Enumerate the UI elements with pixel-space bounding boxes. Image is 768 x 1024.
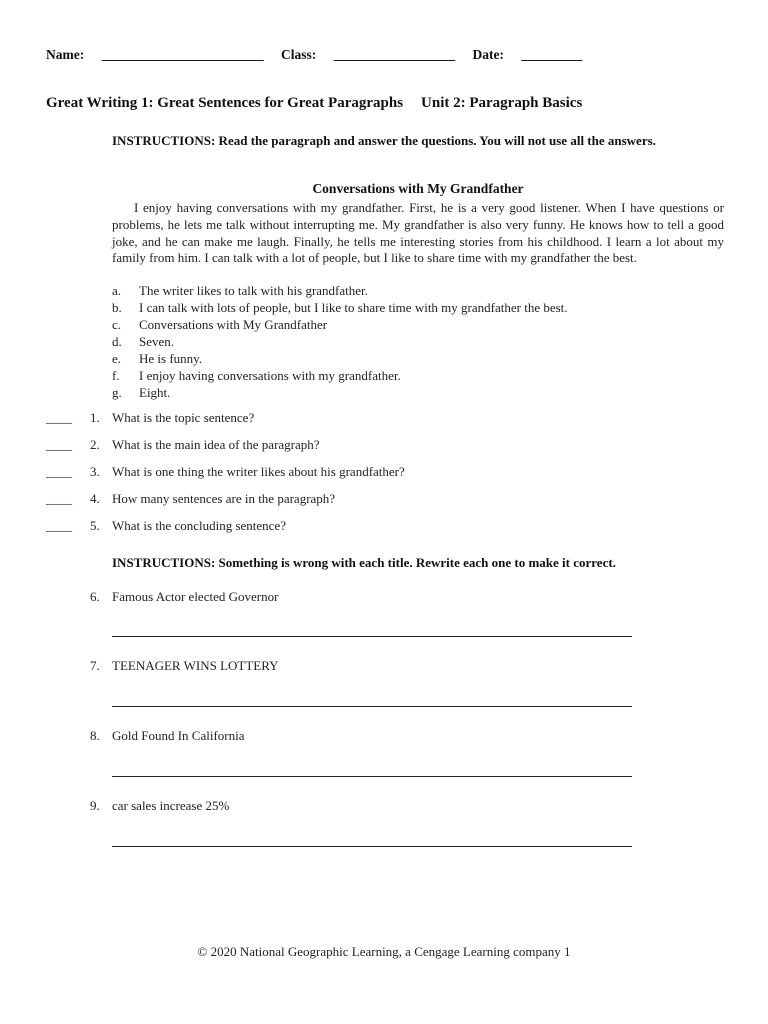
question-row: ____ 4. How many sentences are in the paragraph? xyxy=(46,491,336,506)
answer-option: d. Seven. xyxy=(112,334,175,349)
answer-option: a. The writer likes to talk with his grandfather. xyxy=(112,283,368,298)
title-item: 7. TEENAGER WINS LOTTERY xyxy=(90,658,279,673)
paragraph-text: I enjoy having conversations with my grandfather. First, he is a very good listener. When I have questions or problems, he lets me talk without interrupting me. My grandfather is also very funny. He knows how to tell a good joke, and he can make me laugh. Finally, he tells me interesting stories from his childhood. I learn a lot about my family from him. I can talk with a lot of people, but I like to share time with my grandfather the best. xyxy=(112,200,724,266)
answer-option: f. I enjoy having conversations with my grandfather. xyxy=(112,368,401,383)
date-blank[interactable]: _________ xyxy=(521,47,583,62)
title-item: 9. car sales increase 25% xyxy=(90,798,230,813)
name-blank[interactable]: ________________________ xyxy=(101,47,264,62)
answer-line[interactable] xyxy=(112,706,632,707)
book-title: Great Writing 1: Great Sentences for Great Paragraphs xyxy=(46,95,404,111)
class-blank[interactable]: __________________ xyxy=(333,47,456,62)
answer-option: e. He is funny. xyxy=(112,351,203,366)
answer-option: g. Eight. xyxy=(112,385,171,400)
answer-blank[interactable]: ____ xyxy=(46,518,72,533)
title-item: 6. Famous Actor elected Governor xyxy=(90,589,279,604)
name-label: Name: xyxy=(46,47,85,62)
instructions-reading: INSTRUCTIONS: Read the paragraph and answer the questions. You will not use all the answers. xyxy=(112,133,656,148)
answer-line[interactable] xyxy=(112,636,632,637)
answer-option: c. Conversations with My Grandfather xyxy=(112,317,328,332)
paragraph-title: Conversations with My Grandfather xyxy=(312,181,524,196)
answer-line[interactable] xyxy=(112,776,632,777)
question-row: ____ 1. What is the topic sentence? xyxy=(46,410,255,425)
copyright-footer: © 2020 National Geographic Learning, a Cengage Learning company 1 xyxy=(197,944,571,959)
title-item: 8. Gold Found In California xyxy=(90,728,245,743)
worksheet-title xyxy=(46,95,582,112)
class-label: Class: xyxy=(280,47,317,62)
answer-line[interactable] xyxy=(112,846,632,847)
instructions-titles: INSTRUCTIONS: Something is wrong with each title. Rewrite each one to make it correct. xyxy=(112,555,616,570)
answer-option: b. I can talk with lots of people, but I like to share time with my grandfather the best. xyxy=(112,300,568,315)
answer-blank[interactable]: ____ xyxy=(46,464,72,479)
student-info-line xyxy=(46,47,596,63)
answer-blank[interactable]: ____ xyxy=(46,491,72,506)
unit-title: Unit 2: Paragraph Basics xyxy=(421,95,583,111)
question-row: ____ 2. What is the main idea of the paragraph? xyxy=(46,437,320,452)
answer-blank[interactable]: ____ xyxy=(46,410,72,425)
answer-blank[interactable]: ____ xyxy=(46,437,72,452)
question-row: ____ 5. What is the concluding sentence? xyxy=(46,518,286,533)
question-row: ____ 3. What is one thing the writer likes about his grandfather? xyxy=(46,464,405,479)
date-label: Date: xyxy=(472,47,504,62)
